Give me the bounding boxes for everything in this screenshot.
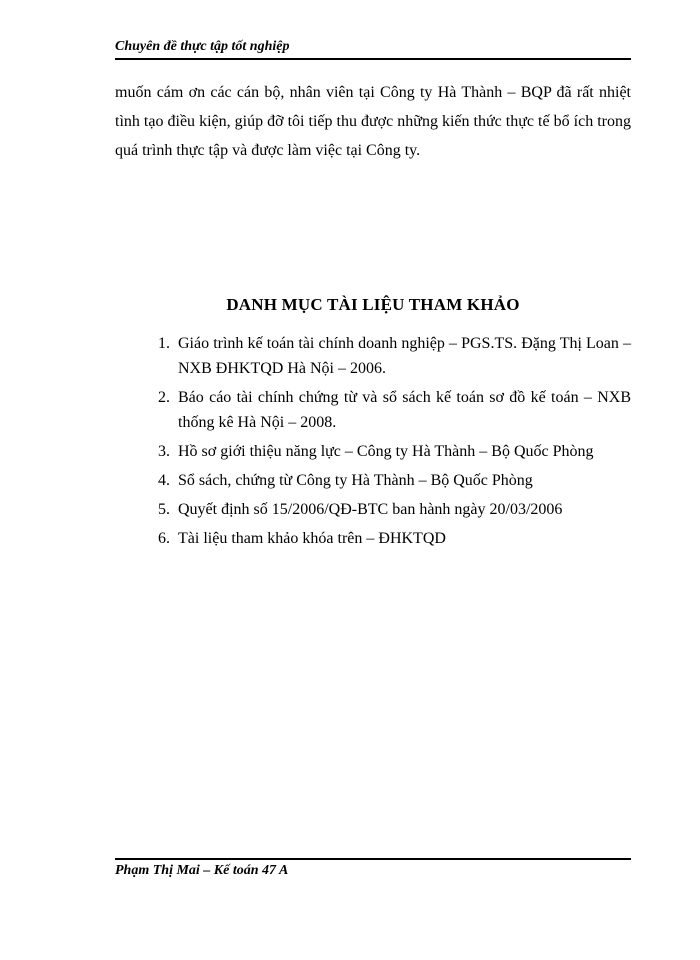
reference-text: Giáo trình kế toán tài chính doanh nghiệp – PGS.TS. Đặng Thị Loan – NXB ĐHKTQD Hà Nội – 2006.: [178, 335, 631, 377]
body-paragraph: muốn cám ơn các cán bộ, nhân viên tại Công ty Hà Thành – BQP đã rất nhiệt tình tạo điều kiện, giúp đỡ tôi tiếp thu được những kiến thức thực tế bổ ích trong quá trình thực tập và được làm việc tại Công ty.: [115, 84, 631, 159]
reference-number: 6.: [158, 530, 170, 547]
reference-item: [158, 385, 631, 435]
page-footer: Phạm Thị Mai – Kế toán 47 A: [115, 863, 289, 878]
reference-text: Báo cáo tài chính chứng từ và sổ sách kế toán sơ đồ kế toán – NXB thống kê Hà Nội – 2008.: [178, 389, 631, 431]
reference-number: 5.: [158, 501, 170, 518]
section-title: DANH MỤC TÀI LIỆU THAM KHẢO: [226, 295, 520, 314]
reference-item: [158, 331, 631, 381]
reference-item: [158, 439, 631, 464]
reference-item: [158, 468, 631, 493]
header-divider: [115, 58, 631, 60]
reference-text: Hồ sơ giới thiệu năng lực – Công ty Hà Thành – Bộ Quốc Phòng: [178, 443, 594, 460]
reference-number: 1.: [158, 335, 170, 352]
reference-item: [158, 497, 631, 522]
reference-item: [158, 526, 631, 551]
reference-number: 2.: [158, 389, 170, 406]
reference-number: 4.: [158, 472, 170, 489]
reference-text: Sổ sách, chứng từ Công ty Hà Thành – Bộ Quốc Phòng: [178, 472, 533, 489]
reference-list: [158, 331, 631, 555]
reference-number: 3.: [158, 443, 170, 460]
reference-text: Quyết định số 15/2006/QĐ-BTC ban hành ngày 20/03/2006: [178, 501, 563, 518]
page-header: Chuyên đề thực tập tốt nghiệp: [115, 39, 290, 54]
footer-divider: [115, 858, 631, 860]
reference-text: Tài liệu tham khảo khóa trên – ĐHKTQD: [178, 530, 446, 547]
